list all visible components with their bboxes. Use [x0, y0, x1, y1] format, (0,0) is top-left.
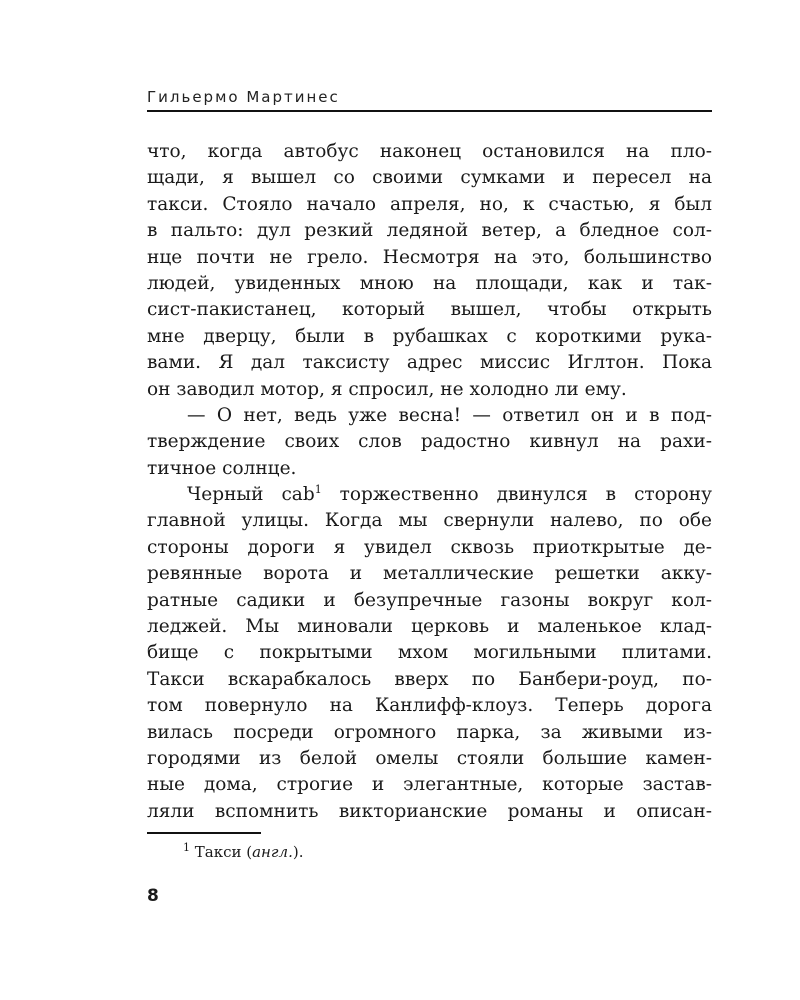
page-number: 8	[147, 886, 159, 906]
text-line: ратные садики и безупречные газоны вокруг кол-	[147, 589, 712, 611]
footnote-rule	[147, 832, 261, 834]
text-line: людей, увиденных мною на площади, как и так-	[147, 272, 712, 294]
footnote-ref: 1	[314, 482, 322, 496]
text-line: ляли вспомнить викторианские романы и описан-	[147, 800, 712, 822]
footnote-marker: 1	[183, 841, 190, 854]
text-line: такси. Стояло начало апреля, но, к счастью, я был	[147, 193, 712, 215]
text-line: тичное солнце.	[147, 457, 297, 479]
text-line: в пальто: дул резкий ледяной ветер, а бледное сол-	[147, 220, 712, 242]
text-line: городями из белой омелы стояли большие камен-	[147, 747, 712, 769]
footnote-text: Такси (	[190, 843, 253, 861]
text-line	[147, 482, 712, 508]
text-line: что, когда автобус наконец остановился на пло-	[147, 141, 712, 162]
text-segment: Черный cab	[187, 484, 315, 506]
text-line: щади, я вышел со своими сумками и пересел на	[147, 167, 712, 189]
footnote-end: ).	[292, 843, 304, 861]
running-header: Гильермо Мартинес	[147, 88, 340, 106]
text-line: ревянные ворота и металлические решетки акку-	[147, 563, 712, 585]
text-line: он заводил мотор, я спросил, не холодно ли ему.	[147, 378, 627, 400]
body-text	[147, 139, 712, 825]
text-line: главной улицы. Когда мы свернули налево, по обе	[147, 510, 712, 532]
footnote-italic: англ.	[252, 843, 293, 861]
text-line: ные дома, строгие и элегантные, которые застав-	[147, 774, 712, 796]
text-line: вами. Я дал таксисту адрес миссис Иглтон. Пока	[147, 352, 712, 374]
text-line: том повернуло на Канлифф-клоуз. Теперь дорога	[147, 695, 712, 717]
text-line: мне дверцу, были в рубашках с короткими рука-	[147, 325, 712, 347]
header-rule	[147, 110, 712, 112]
text-line: нце почти не грело. Несмотря на это, большинство	[147, 246, 712, 268]
text-line: бище с покрытыми мхом могильными плитами.	[147, 642, 712, 664]
text-segment: торжественно двинулся в сторону	[321, 484, 712, 506]
footnote	[183, 842, 303, 862]
text-line: стороны дороги я увидел сквозь приоткрытые де-	[147, 536, 712, 558]
text-line: — О нет, ведь уже весна! — ответил он и в под-	[187, 404, 712, 426]
text-line: леджей. Мы миновали церковь и маленькое клад-	[147, 616, 712, 638]
text-line: Такси вскарабкалось вверх по Банбери-роуд, по-	[147, 668, 712, 690]
text-line: тверждение своих слов радостно кивнул на рахи-	[147, 431, 712, 453]
text-line: вилась посреди огромного парка, за живыми из-	[147, 721, 712, 743]
text-line: сист-пакистанец, который вышел, чтобы открыть	[147, 299, 712, 321]
